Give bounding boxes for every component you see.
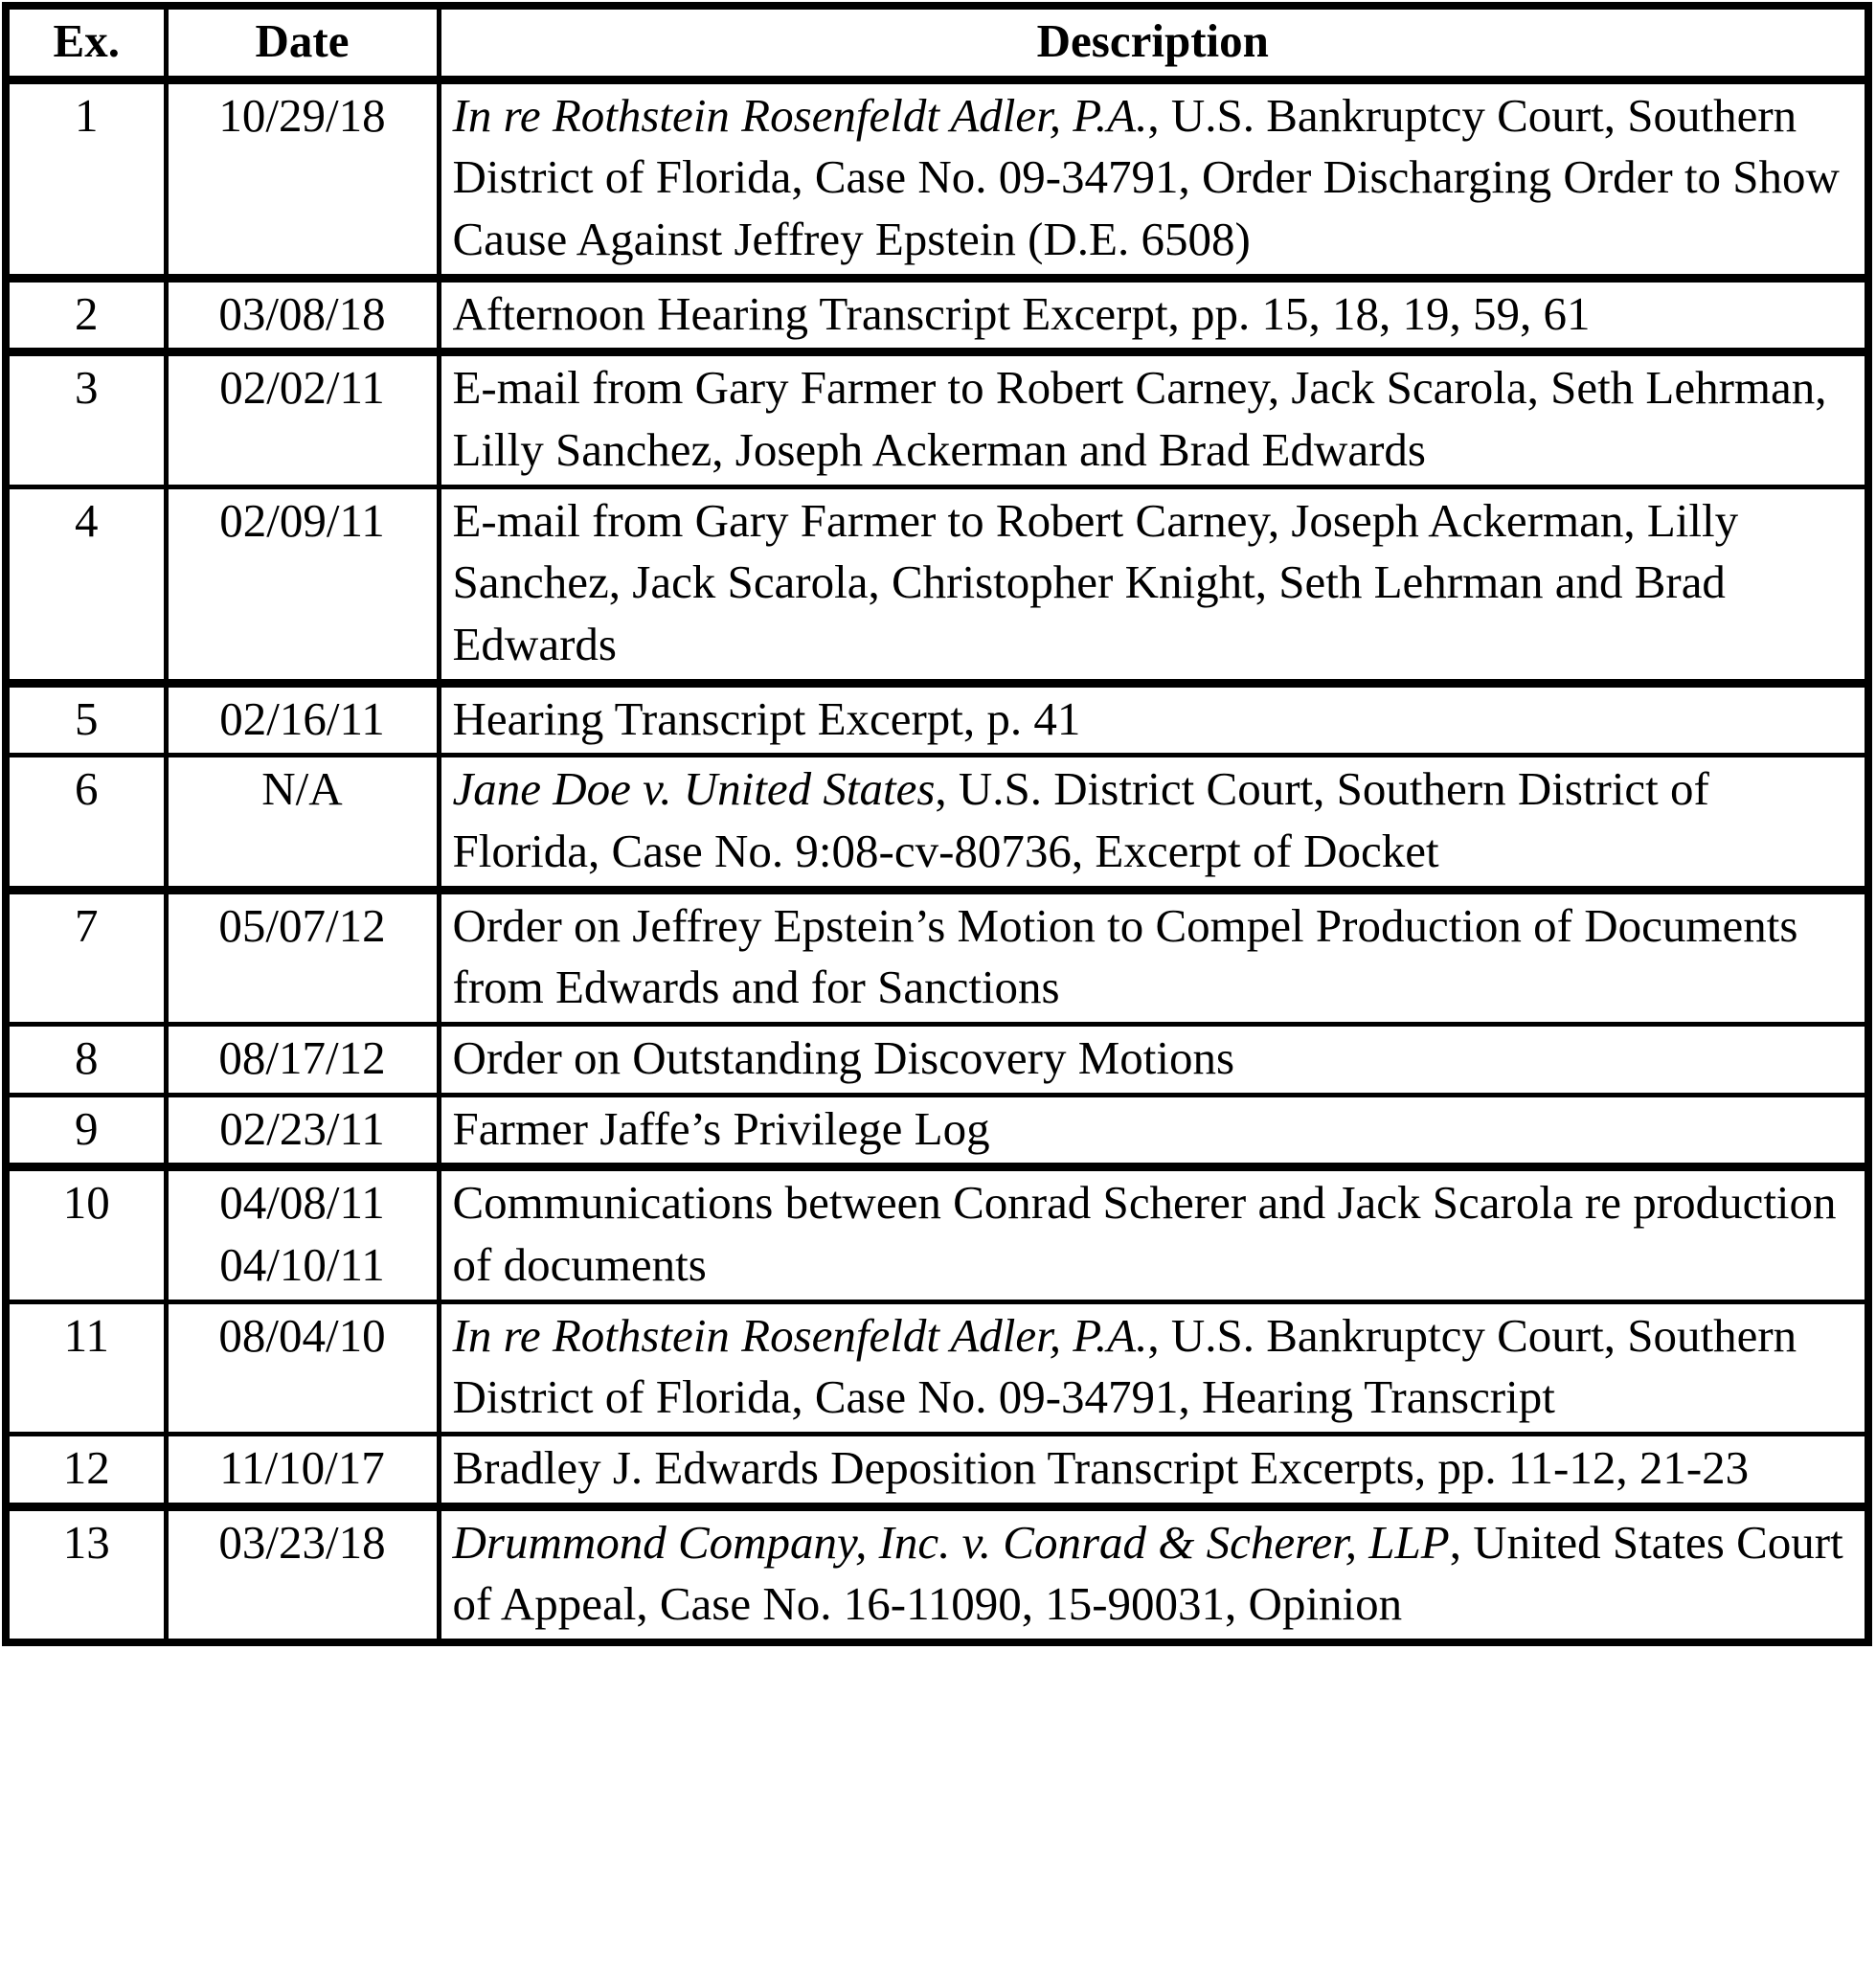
exhibit-number: 13	[6, 1506, 166, 1642]
column-header-date: Date	[166, 6, 439, 79]
exhibit-date	[166, 756, 439, 890]
exhibit-date	[166, 1435, 439, 1507]
column-header-ex: Ex.	[6, 6, 166, 79]
exhibit-number: 7	[6, 890, 166, 1024]
description-text: E-mail from Gary Farmer to Robert Carney, Jack Scarola, Seth Lehrman, Lilly Sanchez, Joseph Ackerman and Brad Edwards	[452, 361, 1827, 477]
exhibit-date-line: 02/09/11	[219, 493, 385, 547]
exhibit-number: 3	[6, 352, 166, 486]
exhibit-number: 9	[6, 1095, 166, 1167]
exhibit-description	[439, 756, 1868, 890]
exhibit-description	[439, 1167, 1868, 1301]
table-row	[6, 1506, 1868, 1642]
exhibit-description	[439, 486, 1868, 683]
table-row	[6, 1025, 1868, 1096]
description-text: Farmer Jaffe’s Privilege Log	[452, 1101, 990, 1155]
exhibit-table	[2, 2, 1872, 1646]
exhibit-date	[166, 890, 439, 1024]
exhibit-description	[439, 352, 1868, 486]
table-header-row	[6, 6, 1868, 79]
description-text: Order on Outstanding Discovery Motions	[452, 1031, 1235, 1085]
exhibit-date-line: N/A	[261, 762, 343, 816]
exhibit-description	[439, 278, 1868, 352]
description-text: , U.S. District Court, Southern District of Florida, Case No. 9:08-cv-80736, Excerpt of Docket	[452, 762, 1709, 878]
exhibit-number: 12	[6, 1435, 166, 1507]
case-name: In re Rothstein Rosenfeldt Adler, P.A.	[452, 88, 1148, 142]
exhibit-number: 6	[6, 756, 166, 890]
exhibit-date-line: 02/02/11	[219, 361, 385, 415]
table-row	[6, 1435, 1868, 1507]
description-text: Communications between Conrad Scherer and Jack Scarola re production of documents	[452, 1176, 1837, 1292]
exhibit-date	[166, 486, 439, 683]
exhibit-date	[166, 278, 439, 352]
table-row	[6, 890, 1868, 1024]
exhibit-number: 1	[6, 79, 166, 278]
exhibit-date	[166, 1095, 439, 1167]
exhibit-number: 10	[6, 1167, 166, 1301]
table-row	[6, 1095, 1868, 1167]
description-text: Bradley J. Edwards Deposition Transcript Excerpts, pp. 11-12, 21-23	[452, 1441, 1750, 1495]
exhibit-date-line: 03/23/18	[218, 1515, 386, 1569]
exhibit-date	[166, 79, 439, 278]
exhibit-number: 4	[6, 486, 166, 683]
exhibit-date-line: 08/04/10	[218, 1308, 386, 1362]
table-row	[6, 486, 1868, 683]
exhibit-description	[439, 1301, 1868, 1434]
description-text: Order on Jeffrey Epstein’s Motion to Compel Production of Documents from Edwards and for Sanctions	[452, 898, 1798, 1014]
table-row	[6, 79, 1868, 278]
exhibit-date-line: 05/07/12	[218, 898, 386, 952]
exhibit-description	[439, 79, 1868, 278]
description-text: , United States Court of Appeal, Case No. 16-11090, 15-90031, Opinion	[452, 1515, 1843, 1631]
table-row	[6, 683, 1868, 756]
exhibit-date-line: 08/17/12	[218, 1031, 386, 1085]
exhibit-description	[439, 1095, 1868, 1167]
table-row	[6, 352, 1868, 486]
table-row	[6, 756, 1868, 890]
exhibit-date-line: 04/08/11	[219, 1176, 385, 1230]
case-name: In re Rothstein Rosenfeldt Adler, P.A.	[452, 1308, 1148, 1362]
table-row	[6, 1167, 1868, 1301]
case-name: Jane Doe v. United States	[452, 762, 936, 816]
exhibit-description	[439, 1435, 1868, 1507]
exhibit-date-line: 10/29/18	[218, 88, 386, 142]
table-row	[6, 1301, 1868, 1434]
exhibit-description	[439, 1506, 1868, 1642]
exhibit-description	[439, 890, 1868, 1024]
description-text: , U.S. Bankruptcy Court, Southern District of Florida, Case No. 09-34791, Order Discharging Order to Show Cause Against Jeffrey Epstein (D.E. 6508)	[452, 88, 1840, 266]
description-text: , U.S. Bankruptcy Court, Southern District of Florida, Case No. 09-34791, Hearing Transcript	[452, 1308, 1797, 1424]
exhibit-date	[166, 352, 439, 486]
exhibit-date-line: 11/10/17	[219, 1441, 385, 1495]
exhibit-date	[166, 1025, 439, 1096]
column-header-description: Description	[439, 6, 1868, 79]
exhibit-date	[166, 1506, 439, 1642]
exhibit-number: 2	[6, 278, 166, 352]
exhibit-number: 8	[6, 1025, 166, 1096]
exhibit-date-line: 03/08/18	[218, 286, 386, 340]
exhibit-number: 5	[6, 683, 166, 756]
case-name: Drummond Company, Inc. v. Conrad & Scherer, LLP	[452, 1515, 1450, 1569]
description-text: Hearing Transcript Excerpt, p. 41	[452, 691, 1081, 745]
exhibit-date	[166, 1301, 439, 1434]
description-text: Afternoon Hearing Transcript Excerpt, pp. 15, 18, 19, 59, 61	[452, 286, 1591, 340]
table-row	[6, 278, 1868, 352]
exhibit-date	[166, 683, 439, 756]
exhibit-date-line: 02/16/11	[219, 691, 385, 745]
exhibit-date-line: 02/23/11	[219, 1101, 385, 1155]
description-text: E-mail from Gary Farmer to Robert Carney, Joseph Ackerman, Lilly Sanchez, Jack Scarola, Christopher Knight, Seth Lehrman and Brad Edwards	[452, 493, 1739, 671]
exhibit-date	[166, 1167, 439, 1301]
exhibit-date-line: 04/10/11	[219, 1238, 385, 1292]
exhibit-description	[439, 1025, 1868, 1096]
exhibit-number: 11	[6, 1301, 166, 1434]
exhibit-description	[439, 683, 1868, 756]
